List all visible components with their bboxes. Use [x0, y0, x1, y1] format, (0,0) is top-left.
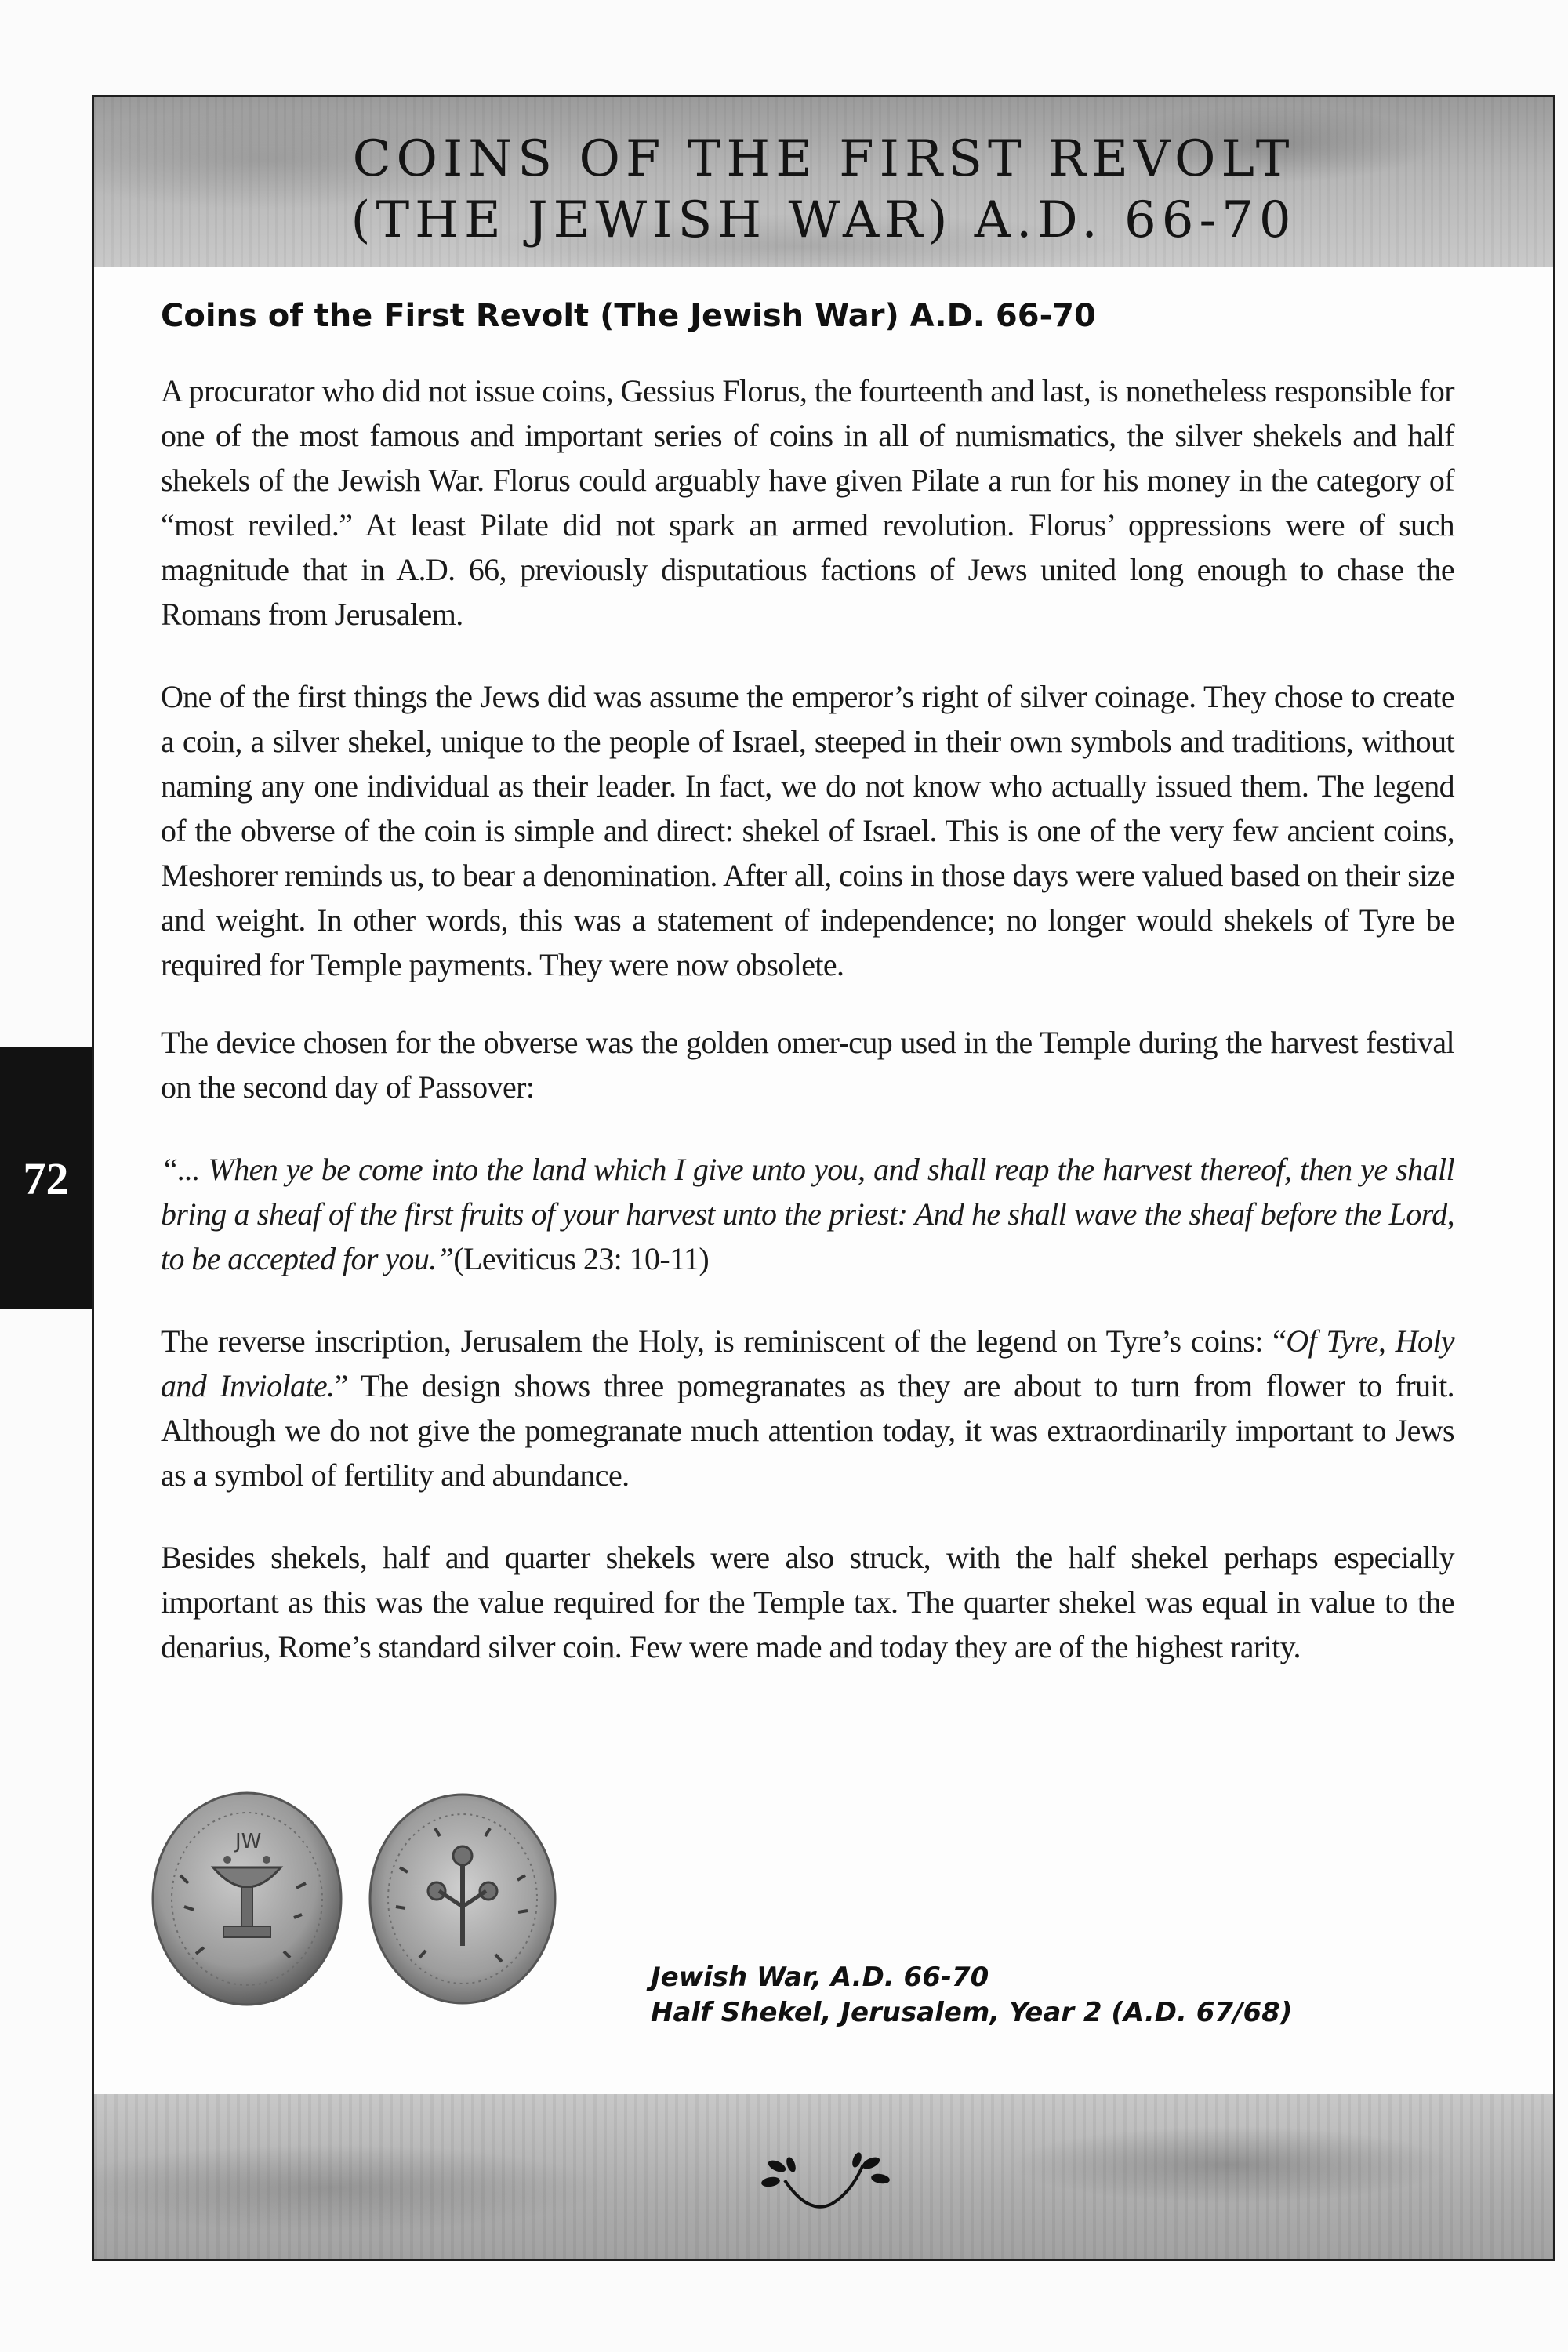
svg-text:JW: JW	[235, 1830, 262, 1853]
coin-caption	[651, 1960, 1292, 2031]
reverse-text-before: The reverse inscription, Jerusalem the Holy, is reminiscent of the legend on Tyre’s coins: “	[161, 1323, 1287, 1359]
main-content	[161, 298, 1454, 1707]
chalice-coin-obverse-icon	[149, 1781, 345, 2016]
quote-reference: (Leviticus 23: 10-11)	[453, 1241, 710, 1276]
page-number: 72	[23, 1152, 69, 1204]
page-title	[94, 129, 1553, 251]
reverse-text-italic: Of Tyre, Holy and Inviolate.	[161, 1323, 1454, 1403]
page-frame	[92, 95, 1555, 2261]
paragraph-reverse-inscription	[161, 1319, 1454, 1497]
footer-band	[94, 2094, 1553, 2259]
title-line-2: (THE JEWISH WAR) A.D. 66-70	[350, 191, 1297, 249]
section-subtitle: Coins of the First Revolt (The Jewish War) A.D. 66-70	[161, 298, 1096, 334]
paragraph-omer-cup: The device chosen for the obverse was the golden omer-cup used in the Temple during the harvest festival on the second day of Passover:	[161, 1025, 1454, 1105]
paragraph-silver-coinage: One of the first things the Jews did was assume the emperor’s right of silver coinage. They chose to create a coin, a silver shekel, unique to the people of Israel, steeped in their own symbols and traditions, without naming any one individual as their leader. In fact, we do not know who actually issued them. The legend of the obverse of the coin is simple and direct: shekel of Israel. This is one of the very few ancient coins, Meshorer reminds us, to bear a denomination. After all, coins in those days were valued based on their size and weight. In other words, this was a statement of independence; no longer would shekels of Tyre be required for Temple payments. They were now obsolete.	[161, 679, 1454, 982]
title-line-1: COINS OF THE FIRST REVOLT	[352, 130, 1295, 188]
paragraph-florus: A procurator who did not issue coins, Gessius Florus, the fourteenth and last, is nonetheless responsible for one of the most famous and important series of coins in all of numismatics, the silver shekels and half shekels of the Jewish War. Florus could arguably have given Pilate a run for his money in the category of “most reviled.” At least Pilate did not spark an armed revolution. Florus’ oppressions were of such magnitude that in A.D. 66, previously disputatious factions of Jews united long enough to chase the Romans from Jerusalem.	[161, 373, 1454, 632]
leaf-ornament-icon	[753, 2149, 895, 2220]
header-band	[94, 97, 1553, 267]
pomegranate-coin-reverse-icon	[365, 1781, 561, 2016]
page-number-tab	[0, 1047, 92, 1309]
caption-line-2: Half Shekel, Jerusalem, Year 2 (A.D. 67/68)	[651, 1997, 1293, 2028]
reverse-text-after: ” The design shows three pomegranates as they are about to turn from flower to fruit. Although we do not give the pomegranate much attention today, it was extraordinarily important to Jews as a symbol of fertility and abundance.	[161, 1368, 1454, 1493]
leviticus-quote	[161, 1147, 1454, 1281]
caption-line-1: Jewish War, A.D. 66-70	[651, 1962, 989, 1993]
paragraph-half-shekels: Besides shekels, half and quarter shekels were also struck, with the half shekel perhaps especially important as this was the value required for the Temple tax. The quarter shekel was equal in value to the denarius, Rome’s standard silver coin. Few were made and today they are of the highest rarity.	[161, 1540, 1454, 1664]
coin-figure	[149, 1781, 1403, 2032]
quote-text: “... When ye be come into the land which I give unto you, and shall reap the harvest thereof, then ye shall bring a sheaf of the first fruits of your harvest unto the priest: And he shall wave the sheaf before the Lord, to be accepted for you.”	[161, 1152, 1454, 1276]
